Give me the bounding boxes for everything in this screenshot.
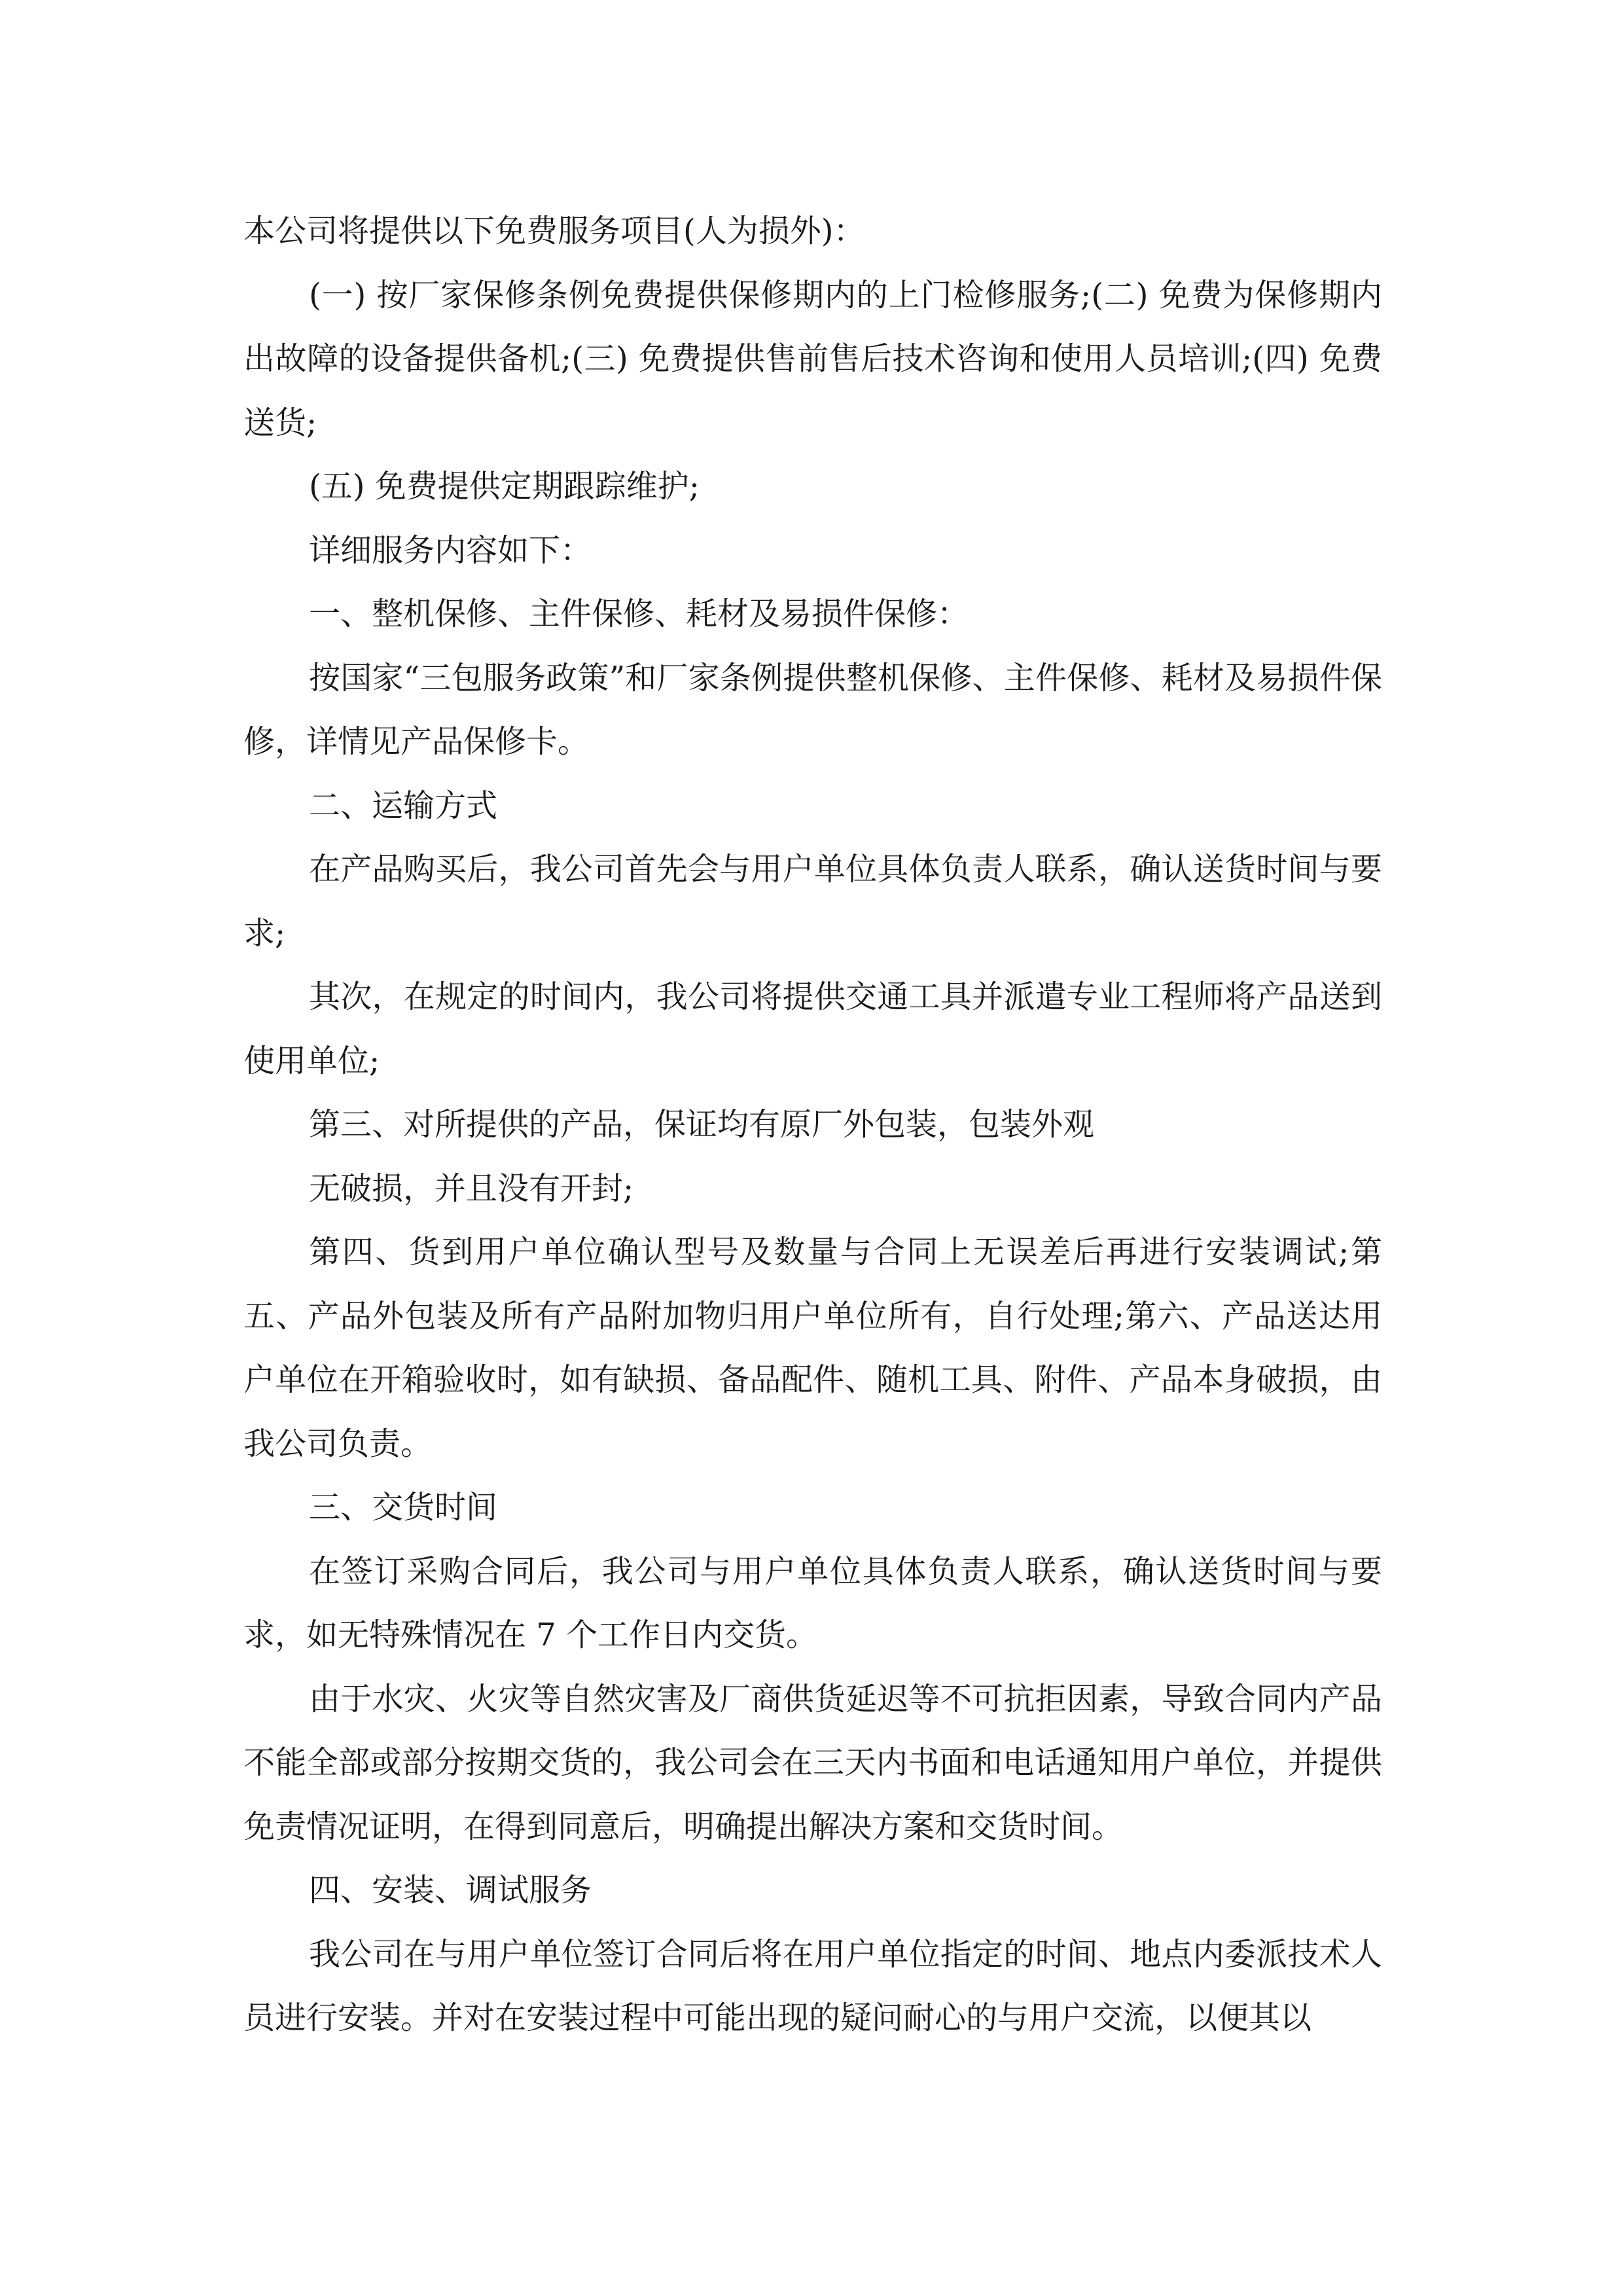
- section-heading-delivery-time: 三、交货时间: [309, 1489, 498, 1526]
- paragraph-free-services-list: (一) 按厂家保修条例免费提供保修期内的上门检修服务;(二) 免费为保修期内出故障的设备提供备机;(三) 免费提供售前售后技术咨询和使用人员培训;(四) 免费送货;: [243, 276, 1382, 441]
- paragraph-intro: 本公司将提供以下免费服务项目(人为损外)：: [243, 213, 865, 249]
- paragraph-transport-second: 其次，在规定的时间内，我公司将提供交通工具并派遣专业工程师将产品送到使用单位;: [243, 978, 1382, 1079]
- paragraph-transport-third: 第三、对所提供的产品，保证均有原厂外包装，包装外观: [309, 1106, 1095, 1143]
- section-heading-installation: 四、安装、调试服务: [309, 1872, 592, 1909]
- paragraph-force-majeure: 由于水灾、火灾等自然灾害及厂商供货延迟等不可抗拒因素，导致合同内产品不能全部或部分按期交货的，我公司会在三天内书面和电话通知用户单位，并提供免责情况证明，在得到同意后，明确提出解决方案和交货时间。: [243, 1680, 1382, 1845]
- section-heading-warranty: 一、整机保修、主件保修、耗材及易损件保修：: [309, 596, 969, 632]
- paragraph-installation: 我公司在与用户单位签订合同后将在用户单位指定的时间、地点内委派技术人员进行安装。并对在安装过程中可能出现的疑问耐心的与用户交流，以便其以: [243, 1935, 1382, 2036]
- paragraph-delivery-time: 在签订采购合同后，我公司与用户单位具体负责人联系，确认送货时间与要求，如无特殊情况在 7 个工作日内交货。: [243, 1552, 1382, 1653]
- paragraph-transport-first: 在产品购买后，我公司首先会与用户单位具体负责人联系，确认送货时间与要求;: [243, 851, 1382, 952]
- paragraph-transport-fourth-to-sixth: 第四、货到用户单位确认型号及数量与合同上无误差后再进行安装调试;第五、产品外包装及所有产品附加物归用户单位所有，自行处理;第六、产品送达用户单位在开箱验收时，如有缺损、备品配件、随机工具、附件、产品本身破损，由我公司负责。: [243, 1234, 1382, 1462]
- paragraph-transport-third-cont: 无破损，并且没有开封;: [309, 1170, 634, 1207]
- paragraph-details-heading: 详细服务内容如下：: [309, 531, 592, 569]
- paragraph-warranty: 按国家“三包服务政策”和厂家条例提供整机保修、主件保修、耗材及易损件保修，详情见产品保修卡。: [243, 659, 1382, 760]
- document-body: [243, 200, 1382, 2051]
- paragraph-free-service-five: (五) 免费提供定期跟踪维护;: [309, 468, 700, 505]
- section-heading-transport: 二、运输方式: [309, 787, 498, 824]
